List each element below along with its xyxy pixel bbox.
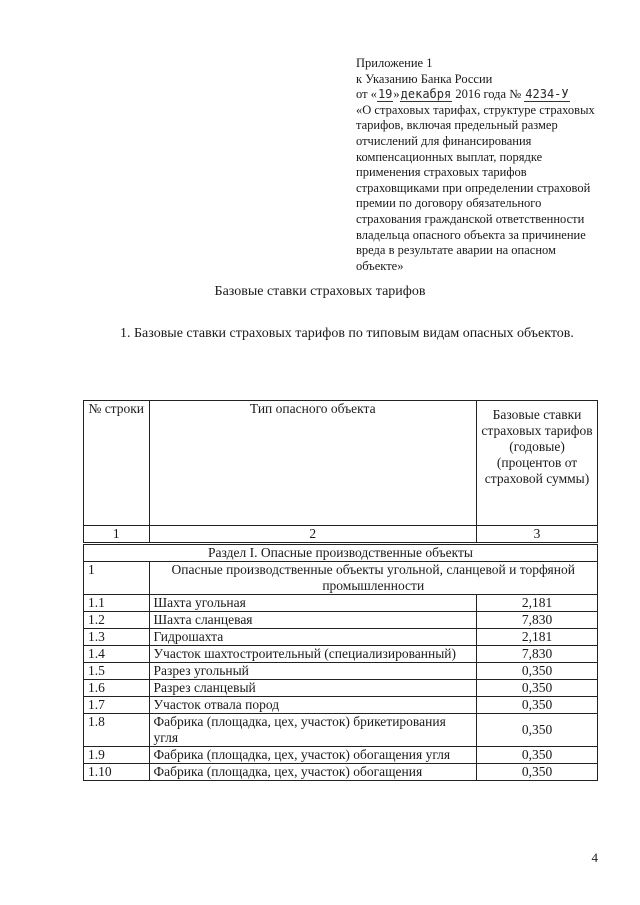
base-rate: 0,350 xyxy=(477,747,598,764)
page-number: 4 xyxy=(591,850,598,865)
section-row xyxy=(84,544,598,562)
handwritten-month: декабря xyxy=(400,87,452,102)
base-rate: 0,350 xyxy=(477,714,598,747)
header-base-rate: Базовые ставки страховых тарифов (годовые) (процентов от страховой суммы) xyxy=(477,401,598,526)
table-row xyxy=(84,595,598,612)
date-year: 2016 года № xyxy=(452,87,525,102)
table-row xyxy=(84,697,598,714)
row-number: 1.1 xyxy=(84,595,150,612)
date-prefix: от « xyxy=(356,87,377,102)
group-name: Опасные производственные объекты угольной, сланцевой и торфяной промышленности xyxy=(149,562,598,595)
column-number: 3 xyxy=(477,526,598,544)
object-type: Гидрошахта xyxy=(149,629,477,646)
table-row xyxy=(84,680,598,697)
table-row xyxy=(84,646,598,663)
row-number: 1.10 xyxy=(84,764,150,781)
row-number: 1.9 xyxy=(84,747,150,764)
handwritten-number: 4234-У xyxy=(525,87,569,102)
base-rate: 0,350 xyxy=(477,697,598,714)
row-number: 1.2 xyxy=(84,612,150,629)
object-type: Фабрика (площадка, цех, участок) обогащения xyxy=(149,764,477,781)
row-number: 1.5 xyxy=(84,663,150,680)
appendix-label: Приложение 1 xyxy=(356,56,433,70)
object-type: Участок отвала пород xyxy=(149,697,477,714)
row-number: 1.4 xyxy=(84,646,150,663)
header-object-type: Тип опасного объекта xyxy=(149,401,477,526)
table-row xyxy=(84,714,598,747)
section-title: Раздел I. Опасные производственные объекты xyxy=(84,544,598,562)
object-type: Шахта угольная xyxy=(149,595,477,612)
table-row xyxy=(84,612,598,629)
column-number: 2 xyxy=(149,526,477,544)
group-number: 1 xyxy=(84,562,150,595)
header-row-number: № строки xyxy=(84,401,150,526)
row-number: 1.6 xyxy=(84,680,150,697)
appendix-reference: к Указанию Банка России xyxy=(356,71,493,86)
table-header-row xyxy=(84,401,598,526)
base-rate: 0,350 xyxy=(477,764,598,781)
appendix-block xyxy=(356,56,606,274)
column-number: 1 xyxy=(84,526,150,544)
handwritten-day: 19 xyxy=(377,87,393,102)
base-rate: 7,830 xyxy=(477,646,598,663)
object-type: Фабрика (площадка, цех, участок) обогащения угля xyxy=(149,747,477,764)
object-type: Участок шахтостроительный (специализированный) xyxy=(149,646,477,663)
row-number: 1.3 xyxy=(84,629,150,646)
rates-table xyxy=(83,400,598,781)
table-body xyxy=(84,595,598,781)
appendix-date-line: от «19»декабря 2016 года № 4234-У xyxy=(356,87,569,102)
base-rate: 2,181 xyxy=(477,595,598,612)
object-type: Разрез сланцевый xyxy=(149,680,477,697)
object-type: Шахта сланцевая xyxy=(149,612,477,629)
base-rate: 7,830 xyxy=(477,612,598,629)
base-rate: 0,350 xyxy=(477,680,598,697)
base-rate: 2,181 xyxy=(477,629,598,646)
object-type: Разрез угольный xyxy=(149,663,477,680)
row-number: 1.8 xyxy=(84,714,150,747)
table-row xyxy=(84,663,598,680)
base-rate: 0,350 xyxy=(477,663,598,680)
intro-paragraph: 1. Базовые ставки страховых тарифов по типовым видам опасных объектов. xyxy=(120,326,574,341)
object-type: Фабрика (площадка, цех, участок) брикетирования угля xyxy=(149,714,477,747)
row-number: 1.7 xyxy=(84,697,150,714)
table-row xyxy=(84,764,598,781)
appendix-subject: «О страховых тарифах, структуре страховых тарифов, включая предельный размер отчислений для финансирования компенсационных выплат, порядке применения страховых тарифов страховщиками при определении страховой премии по договору обязательного страхования гражданской ответственности владельца опасного объекта за причинение вреда в результате аварии на опасном объекте» xyxy=(356,102,595,273)
document-title: Базовые ставки страховых тарифов xyxy=(214,284,426,299)
column-numbers-row xyxy=(84,526,598,544)
group-row xyxy=(84,562,598,595)
table-row xyxy=(84,747,598,764)
table-row xyxy=(84,629,598,646)
